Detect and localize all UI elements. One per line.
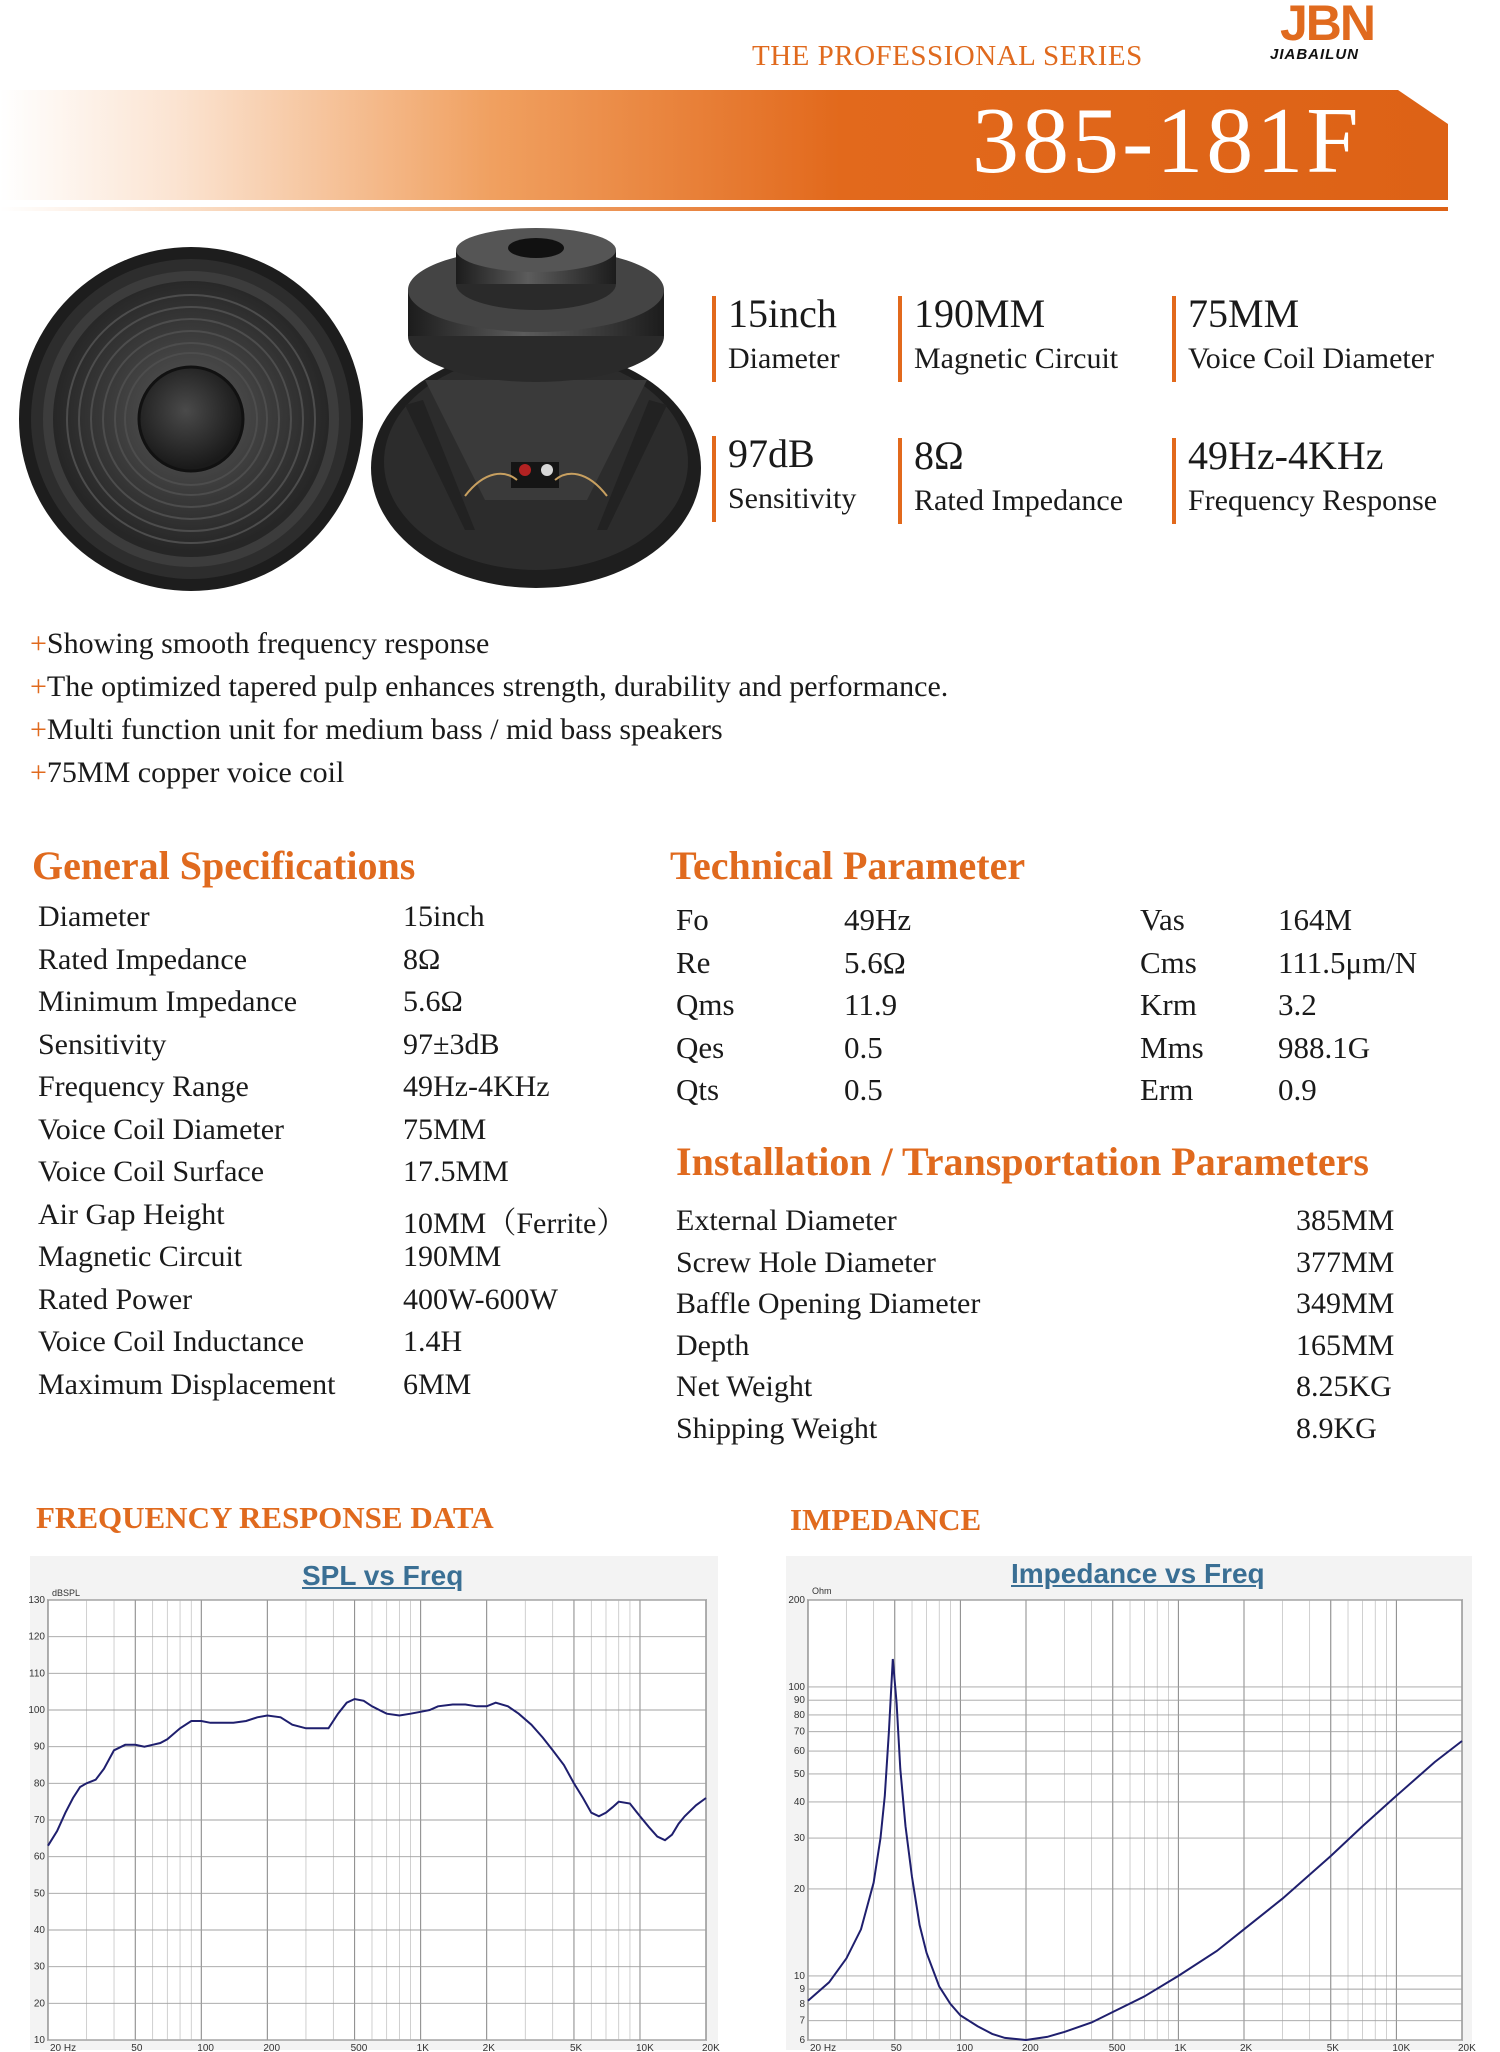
brand-logo — [1266, 0, 1426, 64]
spec-value: 8Ω — [403, 942, 441, 976]
install-value: 377MM — [1296, 1245, 1395, 1279]
impedance-chart-ylabel: Ohm — [812, 1586, 832, 1596]
y-tick-label: 6 — [799, 2035, 805, 2046]
y-tick-label: 90 — [33, 1741, 45, 1753]
feature-item: +75MM copper voice coil — [30, 756, 345, 789]
x-tick-label: 5K — [1326, 2043, 1339, 2052]
plot-area — [808, 1600, 1462, 2040]
x-tick-label: 20 Hz — [50, 2043, 77, 2052]
x-tick-label: 20K — [702, 2043, 720, 2052]
param-name: Mms — [1140, 1029, 1204, 1065]
y-tick-label: 110 — [29, 1668, 45, 1680]
y-tick-label: 80 — [793, 1709, 805, 1721]
spec-value: 400W-600W — [403, 1282, 558, 1316]
spec-value: 10MM（Ferrite） — [403, 1206, 627, 1240]
spec-value: 5.6Ω — [403, 985, 463, 1018]
spec-name: Diameter — [38, 900, 150, 933]
spec-name: Maximum Displacement — [38, 1367, 336, 1401]
install-value: 165MM — [1296, 1328, 1395, 1362]
install-value: 385MM — [1296, 1204, 1395, 1237]
param-name: Vas — [1140, 902, 1185, 937]
feature-item: +The optimized tapered pulp enhances strength, durability and performance. — [30, 670, 949, 703]
y-tick-label: 50 — [793, 1768, 805, 1780]
install-value: 8.9KG — [1296, 1411, 1377, 1445]
spec-value: 15inch — [403, 900, 485, 933]
spec-value: 49Hz-4KHz — [403, 1070, 550, 1103]
param-value: 0.9 — [1278, 1072, 1317, 1107]
technical-parameter-table — [676, 902, 1476, 1122]
installation-table — [676, 1204, 1476, 1464]
impedance-chart — [786, 1556, 1476, 2052]
installation-heading: Installation / Transportation Parameters — [676, 1139, 1369, 1184]
y-tick-label: 60 — [793, 1746, 805, 1758]
param-value: 164M — [1278, 902, 1353, 937]
x-tick-label: 500 — [1108, 2043, 1126, 2052]
general-spec-heading: General Specifications — [32, 843, 416, 888]
x-tick-label: 20K — [1458, 2043, 1476, 2052]
spec-name: Air Gap Height — [38, 1197, 225, 1231]
install-name: Screw Hole Diameter — [676, 1245, 936, 1279]
param-value: 3.2 — [1278, 987, 1317, 1022]
x-tick-label: 1K — [416, 2043, 429, 2052]
spl-chart-panel — [30, 1556, 718, 2050]
banner-underline — [0, 207, 1448, 211]
spec-name: Frequency Range — [38, 1070, 249, 1103]
spec-value: 1.4H — [403, 1325, 463, 1358]
y-tick-label: 8 — [799, 1998, 805, 2010]
y-tick-label: 50 — [33, 1888, 45, 1900]
technical-parameter-heading: Technical Parameter — [670, 843, 1026, 888]
y-tick-label: 30 — [793, 1833, 805, 1845]
x-tick-label: 2K — [482, 2043, 495, 2052]
speaker-back-image — [365, 230, 707, 590]
y-tick-label: 100 — [788, 1681, 805, 1693]
model-number: 385-181F — [972, 89, 1362, 193]
feature-item: +Showing smooth frequency response — [30, 627, 490, 660]
spec-name: Rated Power — [38, 1282, 193, 1316]
install-value: 349MM — [1296, 1287, 1395, 1320]
param-name: Cms — [1140, 944, 1197, 980]
spec-value: 97±3dB — [403, 1027, 500, 1061]
y-tick-label: 200 — [788, 1595, 805, 1606]
y-tick-label: 20 — [793, 1883, 805, 1895]
param-value: 5.6Ω — [844, 944, 906, 980]
spec-name: Voice Coil Inductance — [38, 1325, 305, 1358]
spl-chart — [30, 1556, 718, 2050]
x-tick-label: 2K — [1240, 2043, 1253, 2052]
param-name: Qms — [676, 987, 735, 1022]
x-tick-label: 1K — [1174, 2043, 1187, 2052]
y-tick-label: 30 — [33, 1961, 45, 1973]
param-value: 11.9 — [844, 987, 898, 1022]
install-name: External Diameter — [676, 1204, 897, 1237]
impedance-chart-panel — [786, 1556, 1476, 2052]
y-tick-label: 10 — [33, 2035, 45, 2046]
x-tick-label: 50 — [131, 2043, 143, 2052]
param-name: Re — [676, 944, 711, 980]
param-value: 49Hz — [844, 902, 912, 937]
spl-chart-title: SPL vs Freq — [302, 1560, 464, 1591]
spec-value: 190MM — [403, 1240, 502, 1273]
install-name: Shipping Weight — [676, 1411, 878, 1445]
param-name: Krm — [1140, 987, 1197, 1022]
y-tick-label: 80 — [33, 1778, 45, 1790]
spec-name: Sensitivity — [38, 1027, 167, 1061]
x-tick-label: 10K — [635, 2043, 654, 2052]
series-tagline: THE PROFESSIONAL SERIES — [752, 40, 1143, 72]
install-name: Baffle Opening Diameter — [676, 1287, 981, 1320]
install-name: Net Weight — [676, 1370, 813, 1403]
spec-value: 17.5MM — [403, 1155, 509, 1188]
feature-list — [30, 622, 948, 794]
y-tick-label: 90 — [793, 1695, 805, 1707]
install-value: 8.25KG — [1296, 1370, 1392, 1403]
spl-chart-ylabel: dBSPL — [52, 1588, 81, 1598]
y-tick-label: 70 — [33, 1815, 45, 1826]
x-tick-label: 100 — [197, 2043, 214, 2052]
frequency-response-heading: FREQUENCY RESPONSE DATA — [36, 1500, 494, 1535]
x-tick-label: 200 — [263, 2043, 281, 2052]
y-tick-label: 10 — [793, 1970, 805, 1982]
y-tick-label: 40 — [33, 1925, 45, 1936]
spec-name: Rated Impedance — [38, 942, 248, 976]
param-name: Qts — [676, 1072, 720, 1107]
logo-mark: JBN — [1280, 0, 1375, 51]
y-tick-label: 130 — [28, 1595, 45, 1606]
y-tick-label: 70 — [793, 1726, 805, 1738]
param-name: Fo — [676, 902, 709, 937]
param-value: 111.5μm/N — [1278, 944, 1418, 980]
general-spec-table — [38, 900, 658, 1420]
param-value: 988.1G — [1278, 1029, 1371, 1065]
y-tick-label: 7 — [799, 2015, 805, 2027]
install-name: Depth — [676, 1328, 750, 1362]
impedance-heading: IMPEDANCE — [790, 1502, 982, 1537]
x-tick-label: 200 — [1022, 2043, 1039, 2052]
spec-name: Minimum Impedance — [38, 985, 298, 1018]
spec-name: Voice Coil Diameter — [38, 1112, 285, 1146]
x-tick-label: 20 Hz — [810, 2043, 837, 2052]
spec-name: Voice Coil Surface — [38, 1155, 265, 1188]
spec-value: 6MM — [403, 1367, 472, 1401]
x-tick-label: 5K — [569, 2043, 583, 2052]
param-name: Erm — [1140, 1072, 1194, 1107]
logo-text: JIABAILUN — [1270, 46, 1360, 63]
y-tick-label: 20 — [33, 1998, 45, 2010]
y-tick-label: 9 — [799, 1984, 805, 1996]
x-tick-label: 10K — [1392, 2043, 1411, 2052]
x-tick-label: 100 — [956, 2043, 974, 2052]
y-tick-label: 60 — [33, 1851, 45, 1863]
y-tick-label: 100 — [28, 1705, 45, 1716]
spec-value: 75MM — [403, 1112, 487, 1146]
feature-item: +Multi function unit for medium bass / mid bass speakers — [30, 713, 723, 746]
speaker-front-image — [18, 246, 364, 592]
param-value: 0.5 — [844, 1029, 883, 1065]
param-value: 0.5 — [844, 1072, 883, 1107]
x-tick-label: 50 — [890, 2043, 902, 2052]
y-tick-label: 40 — [793, 1796, 805, 1808]
y-tick-label: 120 — [28, 1631, 45, 1643]
impedance-chart-title: Impedance vs Freq — [1011, 1558, 1265, 1589]
spec-name: Magnetic Circuit — [38, 1240, 243, 1273]
param-name: Qes — [676, 1029, 725, 1065]
x-tick-label: 500 — [350, 2043, 368, 2052]
